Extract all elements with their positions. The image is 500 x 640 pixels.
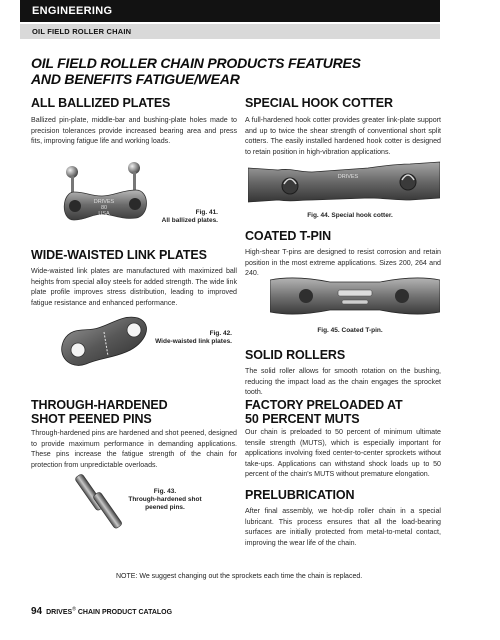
hook-body: A full-hardened hook cotter provides greater link-plate support and up to twice the shear strength of conventional short split cotters. The easily installed hardened hook cotter is designed to retain position in high-vibration applications. — [245, 116, 441, 156]
fig42-label: Fig. 42. — [209, 330, 232, 337]
tpin-body: High-shear T-pins are designed to resist corrosion and retain position in the most extreme applications. Sizes 200, 264 and 240. — [245, 248, 441, 278]
preloaded-body: Our chain is preloaded to 50 percent of minimum ultimate tensile strength (MUTS), which is especially important for applications involving fixed center-to-center sprockets without take-ups. Applications can withstand shock loads up to 50 percent of the chain's MUTS without premature elongation. — [245, 428, 441, 479]
coated-tpin-image — [270, 272, 440, 318]
through-heading-line2: SHOT PEENED PINS — [31, 412, 152, 426]
through-heading — [31, 398, 168, 426]
preloaded-heading-line2: 50 PERCENT MUTS — [245, 412, 360, 426]
page-footer — [31, 606, 172, 617]
footer-reg-mark: ® — [72, 606, 76, 613]
waisted-heading: WIDE-WAISTED LINK PLATES — [31, 248, 207, 262]
fig45-caption: Fig. 45. Coated T-pin. — [317, 327, 383, 334]
rollers-body: The solid roller allows for smooth rotation on the bushing, reducing the impact load as the chain engages the sprocket tooth. — [245, 367, 441, 397]
preloaded-heading — [245, 398, 403, 426]
rollers-heading: SOLID ROLLERS — [245, 348, 346, 362]
fig41-text: All ballized plates. — [161, 217, 218, 224]
ballized-heading: ALL BALLIZED PLATES — [31, 96, 171, 110]
prelub-body: After final assembly, we hot-dip roller chain in a special lubricant. This process ensures that all the load-bearing surfaces are initially protected from metal-to-metal contact, improving the wear life of the chain. — [245, 507, 441, 547]
footer-catalog: CHAIN PRODUCT CATALOG — [77, 609, 173, 616]
fig43-label: Fig. 43. — [153, 488, 177, 495]
page-title — [31, 55, 451, 87]
waisted-body: Wide-waisted link plates are manufactured with maximized ball heights from special alloy steels for added strength. The wide link plate profile improves stress distribution, leading to improved fatigue resistance and enhanced performance. — [31, 267, 237, 307]
section-title: ENGINEERING — [32, 5, 113, 17]
fig41-caption — [140, 209, 218, 225]
ballized-body: Ballized pin-plate, middle-bar and bushing-plate holes made to precision tolerances provide increased bearing area and press fits, improving fatigue life and working loads. — [31, 116, 237, 146]
page-title-line2: AND BENEFITS FATIGUE/WEAR — [31, 71, 240, 87]
page-number: 94 — [31, 606, 43, 617]
fig43-text-line1: Through-hardened shot — [128, 496, 202, 503]
through-heading-line1: THROUGH-HARDENED — [31, 398, 168, 412]
fig42-text: Wide-waisted link plates. — [155, 338, 232, 345]
fig42-caption — [128, 330, 232, 346]
subsection-header-bar — [20, 24, 440, 39]
fig41-label: Fig. 41. — [195, 209, 218, 216]
ballized-plates-image — [52, 158, 172, 238]
hook-heading: SPECIAL HOOK COTTER — [245, 96, 393, 110]
plate-stamp-line2: 80 — [100, 205, 108, 211]
fig44-caption: Fig. 44. Special hook cotter. — [307, 212, 393, 219]
footnote: NOTE: We suggest changing out the sprockets each time the chain is replaced. — [116, 573, 363, 580]
fig43-caption — [120, 488, 210, 512]
section-header-bar — [20, 0, 440, 22]
page-title-line1: OIL FIELD ROLLER CHAIN PRODUCTS FEATURES — [31, 55, 361, 71]
tpin-heading: COATED T-PIN — [245, 229, 332, 243]
preloaded-heading-line1: FACTORY PRELOADED AT — [245, 398, 403, 412]
hook-plate-stamp: DRIVES — [337, 174, 359, 180]
hook-cotter-image — [248, 158, 440, 208]
prelub-heading: PRELUBRICATION — [245, 488, 355, 502]
through-body: Through-hardened pins are hardened and shot peened, designed to provide maximum performance in demanding applications. These pins increase the fatigue strength of the chain for protection from unpredictable overloads. — [31, 429, 237, 469]
plate-stamp-line1: DRIVES — [93, 199, 115, 205]
plate-stamp-line3: USA — [98, 211, 110, 217]
subsection-title: OIL FIELD ROLLER CHAIN — [32, 27, 132, 36]
fig43-text-line2: peened pins. — [145, 504, 185, 511]
footer-brand: DRIVES — [46, 609, 73, 616]
